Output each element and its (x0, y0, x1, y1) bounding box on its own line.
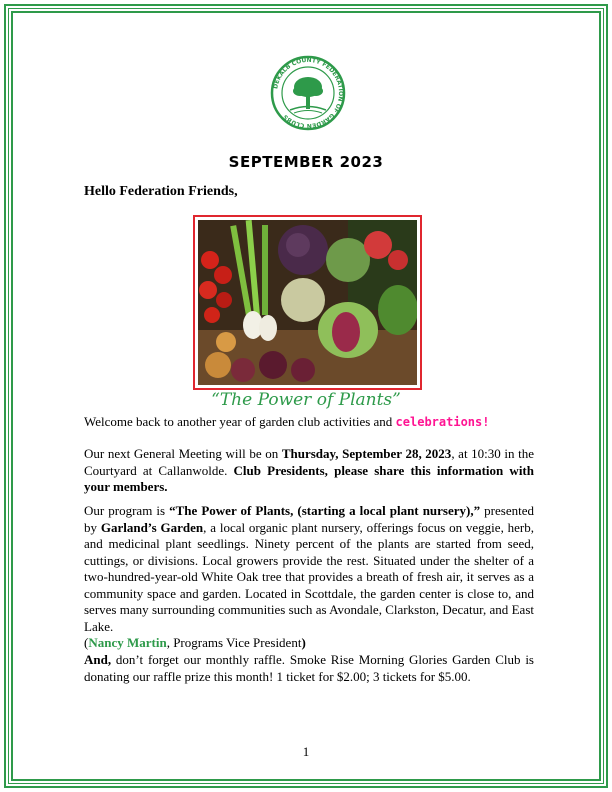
program-vp-role: , Programs Vice President (166, 635, 302, 650)
federation-logo (270, 55, 346, 131)
meeting-date: Thursday, September 28, 2023 (281, 446, 452, 461)
raffle-intro: And, (84, 652, 112, 667)
meeting-text-a: Our next General Meeting will be on (84, 446, 282, 461)
raffle-paragraph (84, 652, 534, 685)
greeting: Hello Federation Friends, (84, 184, 238, 199)
svg-text:DEKALB COUNTY FEDERATION OF GA: DEKALB COUNTY FEDERATION OF GARDEN CLUBS (272, 56, 345, 130)
program-title: “The Power of Plants, (starting a local plant nursery),” (169, 503, 481, 518)
welcome-text: Welcome back to another year of garden club activities and (84, 414, 396, 429)
vegetables-photo-frame (193, 215, 422, 390)
open-paren: ( (84, 635, 89, 650)
meeting-paragraph (84, 446, 534, 496)
program-paragraph (84, 503, 534, 652)
close-paren: ) (301, 635, 306, 650)
meeting-text-b: , at 10:30 in the Courtyard at Callanwolde. (84, 446, 534, 478)
page-heading: SEPTEMBER 2023 (228, 153, 384, 171)
celebrations-highlight: celebrations! (395, 415, 490, 429)
photo-caption: “The Power of Plants” (211, 390, 401, 410)
program-text-a: Our program is (84, 503, 170, 518)
raffle-text: don’t forget our monthly raffle. Smoke Rise Morning Glories Garden Club is donating our raffle prize this month! 1 ticket for $2.00; 3 tickets for $5.00. (84, 652, 534, 684)
program-text-b: presented by (84, 503, 534, 535)
page-number: 1 (302, 744, 310, 759)
program-description: , a local organic plant nursery, offerings focus on veggie, herb, and medicinal plant seedlings. Ninety percent of the plants are started from seed, cuttings, or divisions. Local growers provide the rest. Situated under the shelter of a two-hundred-year-old White Oak tree that provides a breath of fresh air, it serves as a community space and garden. Located in Scottdale, the garden center is close to, and serves many surrounding communities such as Avondale, Clarkston, Decatur, and East Lake. (84, 519, 534, 634)
vegetables-photo (198, 220, 417, 385)
presenter-name: Garland’s Garden (100, 519, 204, 535)
welcome-paragraph (84, 414, 534, 431)
club-presidents-note: Club Presidents, please share this information with your members. (84, 462, 534, 494)
program-vp-name: Nancy Martin (88, 635, 167, 650)
